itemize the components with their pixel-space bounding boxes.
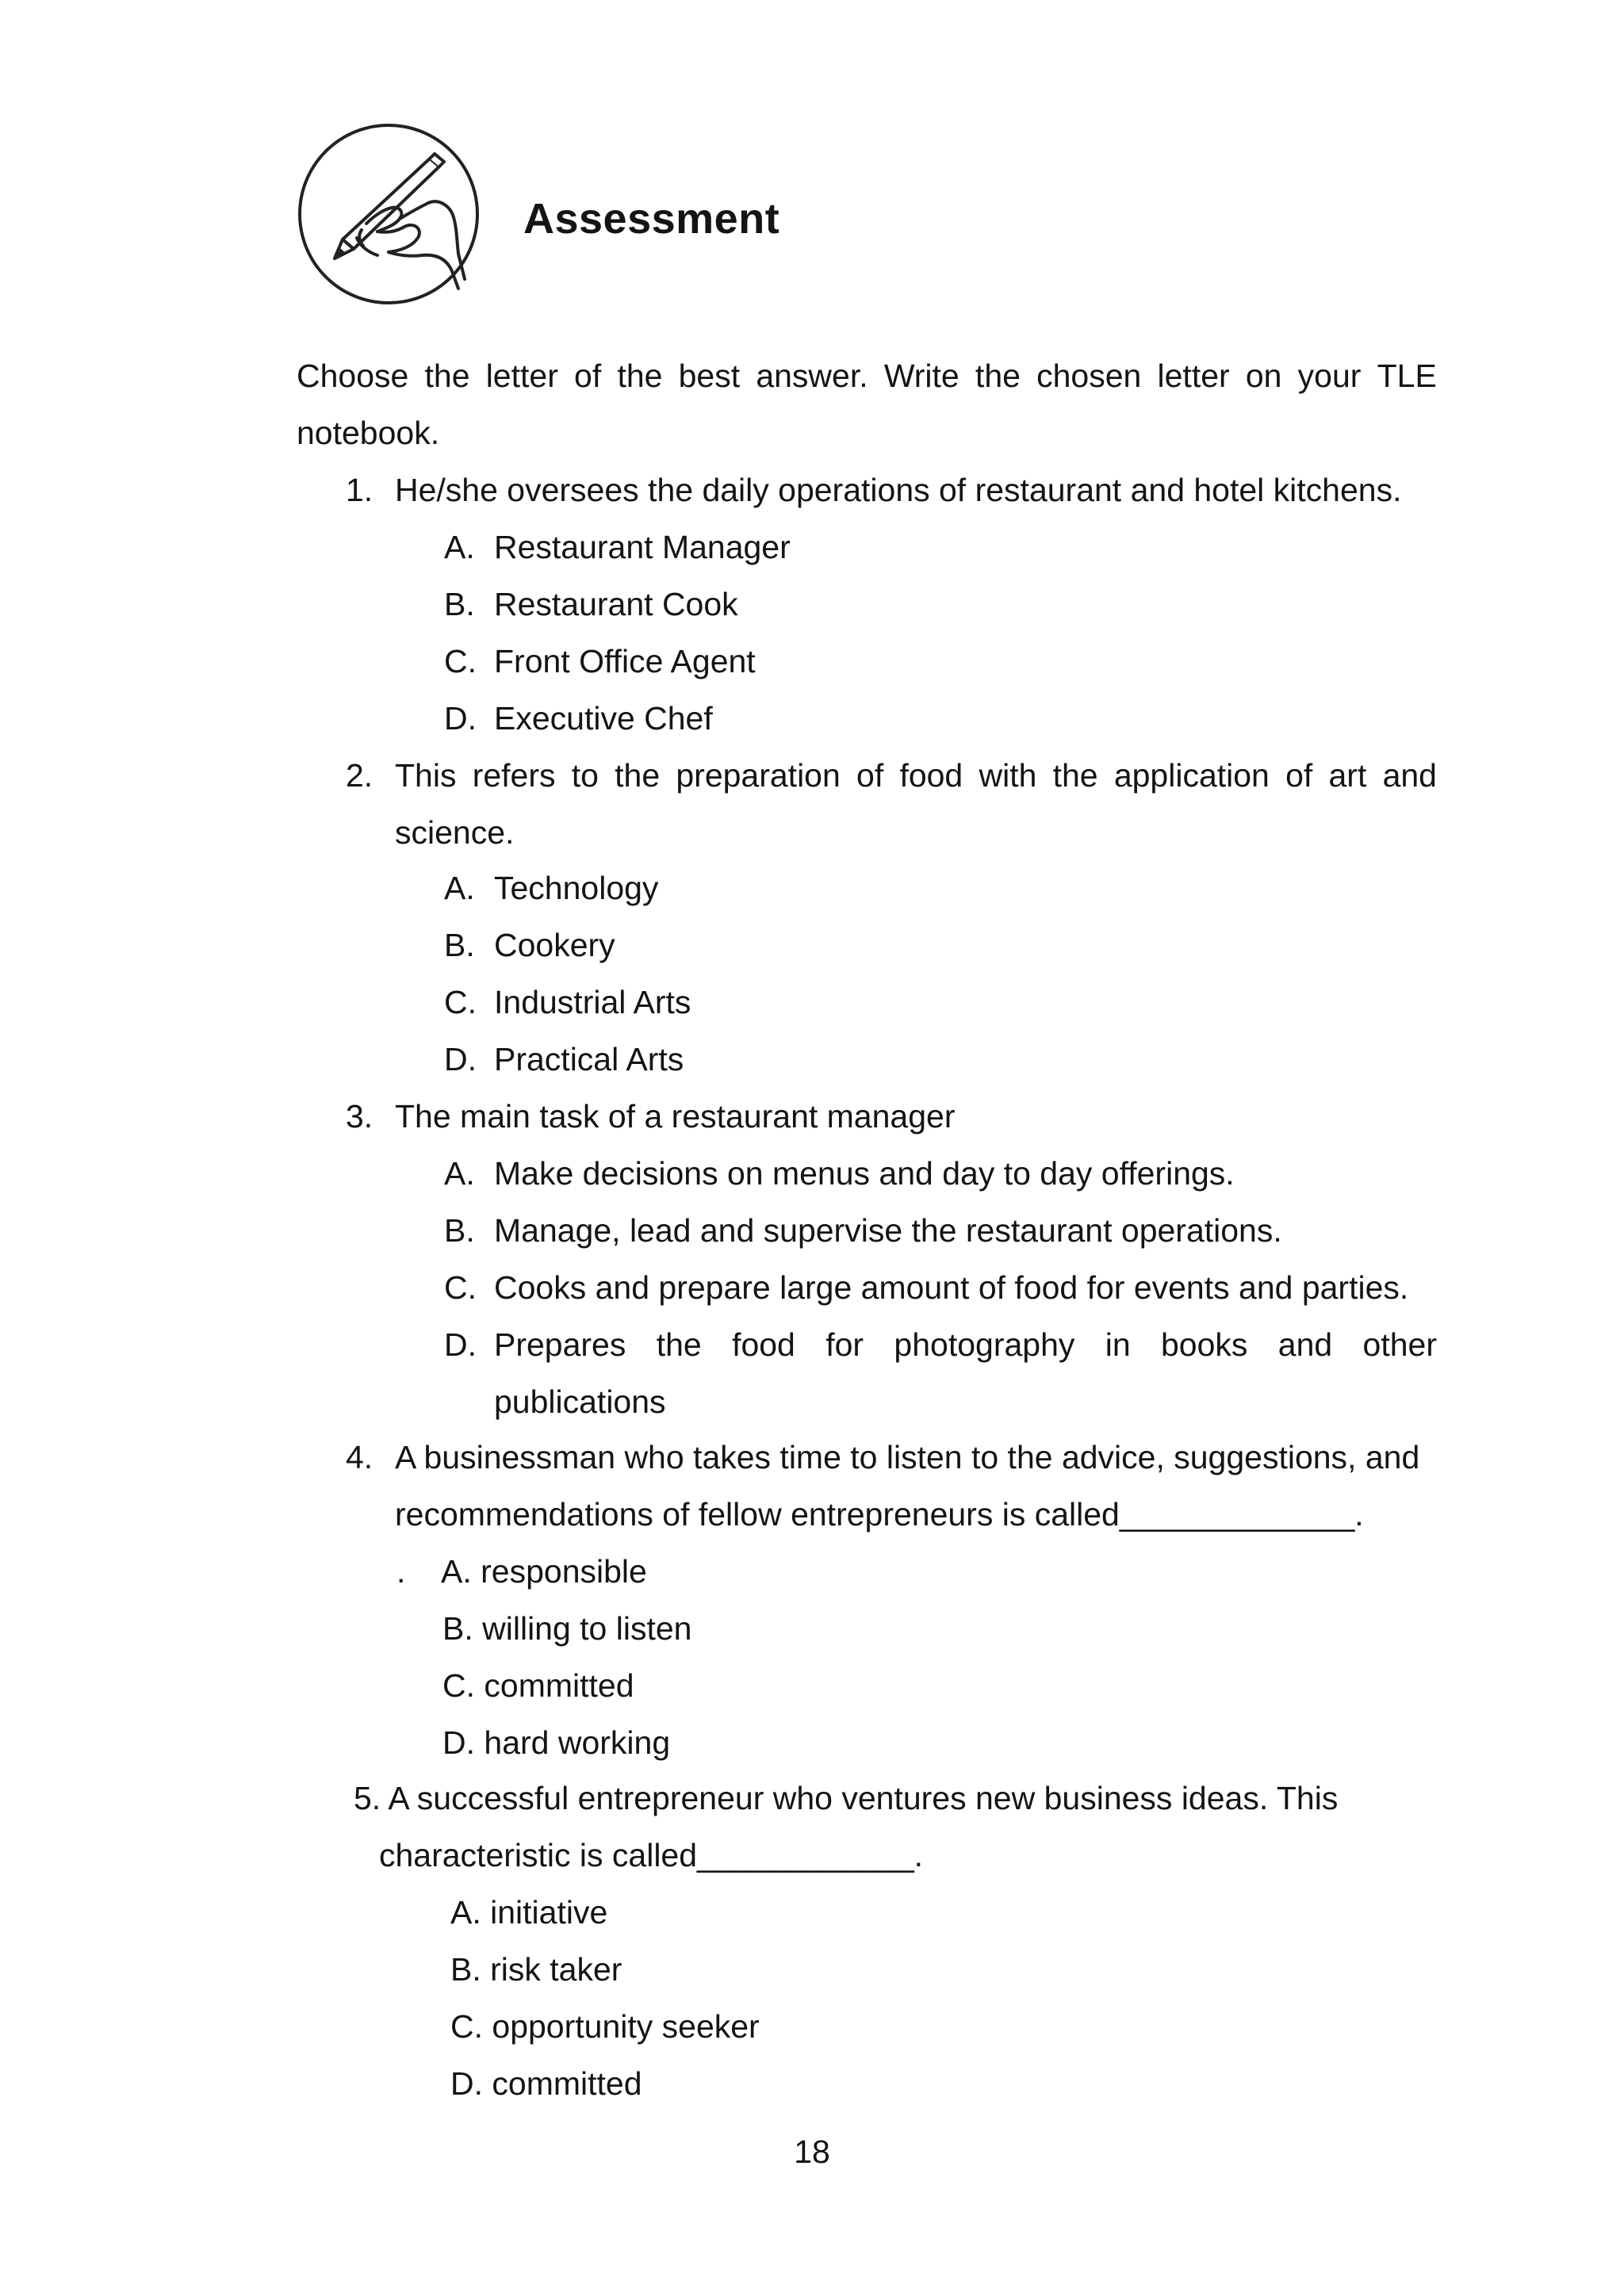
word: letter (485, 358, 558, 394)
choice-letter: D. (444, 1041, 477, 1077)
choice-text: Front Office Agent (494, 643, 756, 679)
question-number: 2. (346, 757, 373, 794)
choice-text: Technology (494, 870, 659, 906)
word: preparation (676, 757, 841, 794)
choice-text: Restaurant Manager (494, 529, 791, 565)
word: This (395, 757, 457, 794)
stray-dot: . (396, 1553, 406, 1590)
choice-text: Cookery (494, 927, 615, 963)
word: on (1245, 358, 1282, 394)
choice-letter: A. (444, 529, 475, 565)
choice-letter: B. (444, 586, 475, 622)
choice-letter: C. (444, 984, 477, 1020)
choice-text: Executive Chef (494, 700, 713, 737)
choice: D. hard working (442, 1724, 671, 1761)
word: chosen (1036, 358, 1142, 394)
word: art (1328, 757, 1367, 794)
word: Write (883, 358, 959, 394)
question-text-line-1: 5. A successful entrepreneur who ventures new business ideas. This (354, 1780, 1339, 1816)
word: books (1161, 1326, 1248, 1363)
word: the (615, 757, 661, 794)
choice: B. risk taker (450, 1951, 622, 1988)
choice-text: Practical Arts (494, 1041, 684, 1077)
word: of (856, 757, 884, 794)
word: of (1285, 757, 1313, 794)
word: photography (894, 1326, 1075, 1363)
word: the (424, 358, 470, 394)
word: other (1362, 1326, 1437, 1363)
choice: C. opportunity seeker (450, 2008, 760, 2045)
choice-text: Industrial Arts (494, 984, 691, 1020)
word: letter (1157, 358, 1230, 394)
choice-letter: A. (444, 1155, 475, 1192)
word: in (1105, 1326, 1131, 1363)
word: food (899, 757, 963, 794)
choice-text (494, 1324, 1437, 1365)
instructions-line-1 (297, 355, 1437, 396)
question-text-line-2: recommendations of fellow entrepreneurs is called_____________. (395, 1496, 1364, 1533)
choice-text-continued: publications (494, 1383, 666, 1420)
choice: B. willing to listen (442, 1610, 692, 1647)
word: TLE (1377, 358, 1437, 394)
word: of (574, 358, 602, 394)
question-number: 1. (346, 472, 373, 508)
word: best (678, 358, 741, 394)
word: your (1297, 358, 1362, 394)
word: Choose (297, 358, 409, 394)
word: and (1382, 757, 1437, 794)
word: the (975, 358, 1021, 394)
word: and (1277, 1326, 1333, 1363)
choice-letter: A. (444, 870, 475, 906)
choice-text: Restaurant Cook (494, 586, 738, 622)
question-text-line-2: characteristic is called____________. (379, 1837, 924, 1873)
choice: D. committed (450, 2065, 642, 2102)
question-text: The main task of a restaurant manager (395, 1098, 956, 1135)
choice-text: Make decisions on menus and day to day offerings. (494, 1155, 1235, 1192)
word: the (617, 358, 663, 394)
word: refers (472, 757, 556, 794)
choice-letter: D. (444, 700, 477, 737)
page-title: Assessment (523, 195, 780, 243)
word: with (979, 757, 1037, 794)
word: the (1052, 757, 1098, 794)
word: to (571, 757, 599, 794)
question-text: He/she oversees the daily operations of restaurant and hotel kitchens. (395, 472, 1402, 508)
choice-letter: C. (444, 1269, 477, 1306)
word: for (825, 1326, 864, 1363)
choice-text: Cooks and prepare large amount of food for events and parties. (494, 1269, 1409, 1306)
word: Prepares (494, 1326, 626, 1363)
word: answer. (756, 358, 868, 394)
word: the (656, 1326, 702, 1363)
choice-letter: C. (444, 643, 477, 679)
choice-letter: B. (444, 927, 475, 963)
question-text-line-2: science. (395, 814, 515, 851)
choice-letter: D. (444, 1326, 477, 1363)
instructions-line-2: notebook. (297, 415, 440, 451)
choice-text: Manage, lead and supervise the restaurant operations. (494, 1212, 1282, 1249)
question-number: 4. (346, 1439, 373, 1475)
question-text-line-1 (395, 755, 1437, 796)
choice: A. initiative (450, 1894, 608, 1931)
question-number: 3. (346, 1098, 373, 1135)
choice-letter: B. (444, 1212, 475, 1249)
question-text-line-1: A businessman who takes time to listen to the advice, suggestions, and (395, 1439, 1420, 1475)
page-number: 18 (794, 2133, 830, 2170)
word: application (1113, 757, 1270, 794)
choice: C. committed (442, 1667, 634, 1704)
writing-hand-icon (295, 121, 482, 308)
word: food (732, 1326, 795, 1363)
choice: A. responsible (441, 1553, 647, 1590)
